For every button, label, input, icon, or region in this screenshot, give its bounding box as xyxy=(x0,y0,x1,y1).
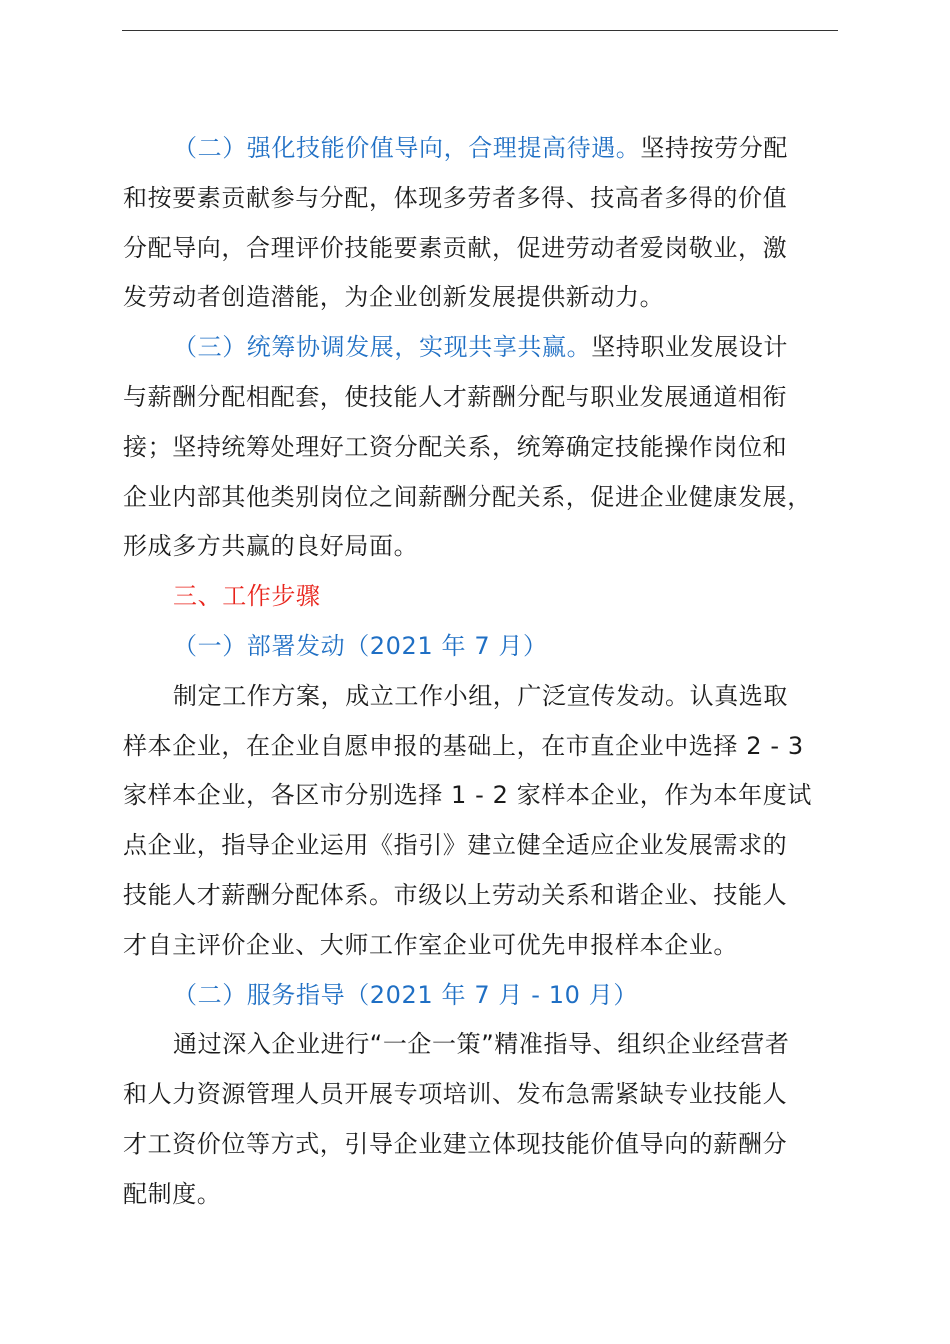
body-text: 与薪酬分配相配套，使技能人才薪酬分配与职业发展通道相衔 xyxy=(123,382,788,411)
heading-text: （三）统筹协调发展，实现共享共赢。 xyxy=(173,333,592,362)
text-line xyxy=(123,1070,865,1120)
body-text: 和人力资源管理人员开展专项培训、发布急需紧缺专业技能人 xyxy=(123,1080,788,1109)
text-line xyxy=(123,871,865,921)
text-line xyxy=(123,1170,865,1220)
text-line xyxy=(123,572,865,622)
body-text: 分配导向，合理评价技能要素贡献，促进劳动者爱岗敬业，激 xyxy=(123,233,788,262)
body-text: 发劳动者创造潜能，为企业创新发展提供新动力。 xyxy=(123,283,665,312)
text-line xyxy=(123,1120,865,1170)
body-text: 通过深入企业进行“一企一策”精准指导、组织企业经营者 xyxy=(173,1030,790,1059)
text-line xyxy=(123,722,865,772)
text-line xyxy=(123,373,865,423)
text-line xyxy=(123,1020,865,1070)
body-text: 技能人才薪酬分配体系。市级以上劳动关系和谐企业、技能人 xyxy=(123,880,788,909)
body-text: 家样本企业，各区市分别选择 1 - 2 家样本企业，作为本年度试 xyxy=(123,781,812,810)
text-line xyxy=(123,821,865,871)
header-rule xyxy=(122,30,838,31)
text-line xyxy=(123,971,865,1021)
body-text: 坚持职业发展设计 xyxy=(591,333,789,362)
body-text: 坚持按劳分配 xyxy=(640,134,789,162)
text-line xyxy=(123,174,865,224)
text-line xyxy=(123,273,865,323)
body-text: 配制度。 xyxy=(123,1179,222,1208)
text-line xyxy=(123,323,865,373)
text-line xyxy=(123,672,865,722)
heading-text: （二）服务指导（2021 年 7 月 - 10 月） xyxy=(173,980,638,1009)
text-line xyxy=(123,473,865,523)
heading-text: （二）强化技能价值导向，合理提高待遇。 xyxy=(173,134,641,162)
body-text: 和按要素贡献参与分配，体现多劳者多得、技高者多得的价值 xyxy=(123,183,788,212)
text-line xyxy=(123,771,865,821)
text-line xyxy=(123,124,865,174)
body-text: 才工资价位等方式，引导企业建立体现技能价值导向的薪酬分 xyxy=(123,1129,788,1158)
text-line xyxy=(123,423,865,473)
heading-text: 三、工作步骤 xyxy=(173,582,321,611)
document-body xyxy=(123,124,865,1220)
body-text: 接；坚持统筹处理好工资分配关系，统筹确定技能操作岗位和 xyxy=(123,432,788,461)
text-line xyxy=(123,522,865,572)
body-text: 样本企业，在企业自愿申报的基础上，在市直企业中选择 2 - 3 xyxy=(123,731,804,760)
body-text: 形成多方共赢的良好局面。 xyxy=(123,532,419,561)
text-line xyxy=(123,622,865,672)
heading-text: （一）部署发动（2021 年 7 月） xyxy=(173,631,548,660)
body-text: 企业内部其他类别岗位之间薪酬分配关系，促进企业健康发展， xyxy=(123,482,812,511)
body-text: 才自主评价企业、大师工作室企业可优先申报样本企业。 xyxy=(123,930,738,959)
body-text: 制定工作方案，成立工作小组，广泛宣传发动。认真选取 xyxy=(173,681,788,710)
body-text: 点企业，指导企业运用《指引》建立健全适应企业发展需求的 xyxy=(123,831,788,860)
text-line xyxy=(123,921,865,971)
text-line xyxy=(123,224,865,274)
